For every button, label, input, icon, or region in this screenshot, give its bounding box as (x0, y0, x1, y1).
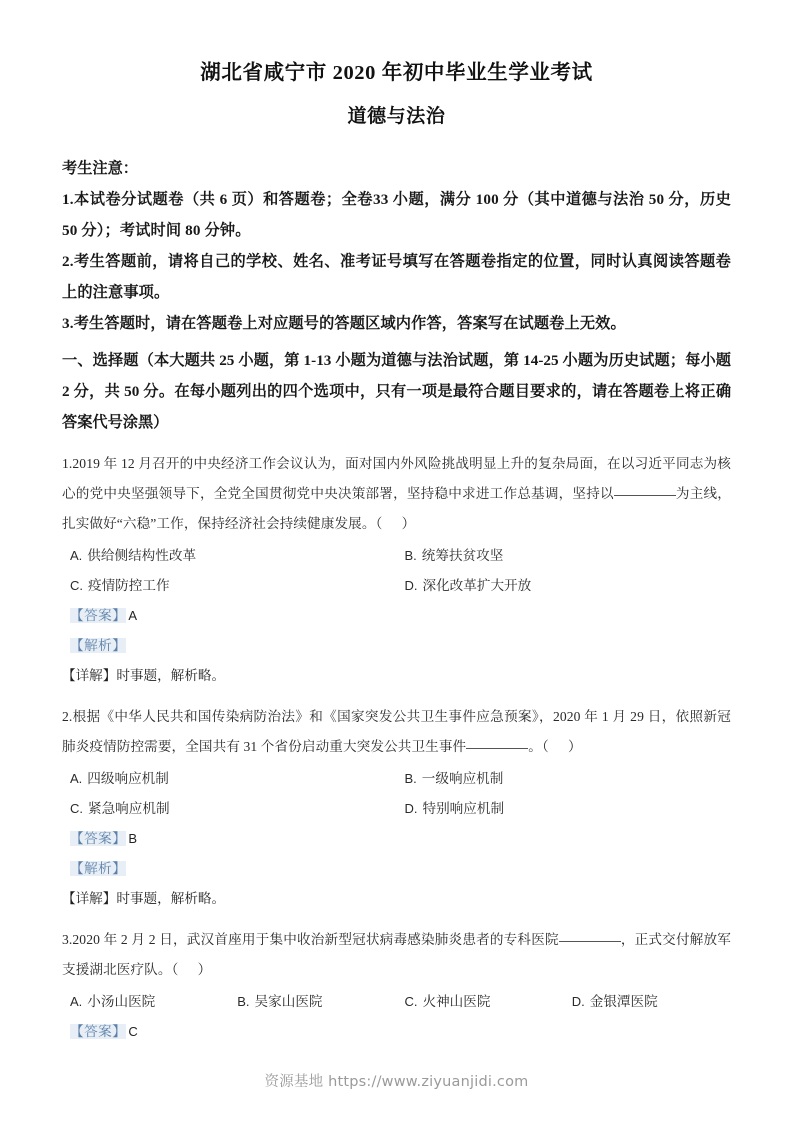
detail-row (62, 884, 731, 914)
notice-item-2: 2.考生答题前，请将自己的学校、姓名、准考证号填写在答题卷指定的位置，同时认真阅读答题卷上的注意事项。 (62, 253, 731, 302)
option-c[interactable] (62, 794, 397, 824)
page-title: 湖北省咸宁市 2020 年初中毕业生学业考试 (200, 62, 593, 84)
option-d-label: 特别响应机制 (422, 801, 505, 817)
question-stem-part-3: ） (568, 739, 582, 755)
options-group (62, 764, 731, 824)
answer-tag: 【答案】 (70, 831, 127, 847)
options-group (62, 987, 731, 1017)
option-b-label: 统筹扶贫攻坚 (421, 548, 504, 564)
page-subtitle: 道德与法治 (347, 105, 446, 127)
notices-heading: 考生注意： (62, 160, 138, 178)
notice-item-1: 1.本试卷分试题卷（共 6 页）和答题卷；全卷33 小题，满分 100 分（其中道德与法治 50 分，历史 50 分）；考试时间 80 分钟。 (62, 191, 731, 240)
analysis-tag: 【解析】 (70, 861, 127, 877)
option-b-mark: B. (404, 548, 417, 564)
option-b-mark: B. (404, 771, 417, 787)
analysis-row (62, 854, 731, 884)
option-d[interactable] (397, 571, 732, 601)
question-stem-part-3: ） (401, 516, 416, 532)
answer-tag: 【答案】 (70, 608, 127, 624)
option-d-label: 金银潭医院 (589, 994, 658, 1010)
option-b[interactable] (397, 541, 732, 571)
section-heading: 一、选择题（本大题共 25 小题，第 1-13 小题为道德与法治试题，第 14-25 小题为历史试题；每小题 2 分，共 50 分。在每小题列出的四个选项中，只有一项是最符合题目要求的，请在答题卷上将正确答案代号涂黑） (62, 352, 731, 432)
answer-value: B (128, 831, 138, 847)
option-a[interactable] (62, 987, 229, 1017)
question-stem (62, 925, 731, 985)
question-stem-part-2: ，正式交付解放军支援湖北医疗队。（ (62, 932, 731, 978)
question-block (62, 702, 731, 914)
options-group (62, 541, 731, 601)
footer-watermark: 资源基地 https://www.ziyuanjidi.com (264, 1074, 529, 1090)
option-c[interactable] (397, 987, 564, 1017)
question-stem-part-2: 。（ (528, 739, 549, 755)
detail-tag: 【详解】 (62, 668, 117, 684)
question-block (62, 925, 731, 1047)
option-row (62, 541, 731, 571)
question-stem (62, 702, 731, 762)
fill-blank (614, 495, 676, 496)
option-a[interactable] (62, 764, 397, 794)
question-stem-part-1: 1.2019 年 12 月召开的中央经济工作会议认为，面对国内外风险挑战明显上升的复杂局面，在以习近平同志为核心的党中央坚强领导下，全党全国贯彻党中央决策部署，坚持稳中求进工作总基调，坚持以 (62, 456, 731, 502)
question-stem-part-2: 为主线，扎实做好“六稳”工作，保持经济社会持续健康发展。（ (62, 486, 731, 532)
option-b-label: 一级响应机制 (421, 771, 504, 787)
question-stem (62, 449, 731, 539)
answer-row (62, 601, 731, 631)
detail-text: 时事题，解析略。 (116, 668, 226, 684)
analysis-row (62, 631, 731, 661)
answer-tag: 【答案】 (70, 1024, 127, 1040)
option-row (62, 764, 731, 794)
option-a-mark: A. (70, 771, 83, 787)
answer-value: C (128, 1024, 138, 1040)
option-row (62, 987, 731, 1017)
option-d[interactable] (397, 794, 732, 824)
option-c[interactable] (62, 571, 397, 601)
option-c-label: 火神山医院 (422, 994, 491, 1010)
option-b-label: 吴家山医院 (254, 994, 323, 1010)
option-d-mark: D. (404, 801, 418, 817)
question-stem-part-3: ） (197, 962, 212, 978)
detail-tag: 【详解】 (62, 891, 117, 907)
option-a-mark: A. (70, 994, 83, 1010)
analysis-tag: 【解析】 (70, 638, 127, 654)
notice-item-3: 3.考生答题时，请在答题卷上对应题号的答题区域内作答，答案写在试题卷上无效。 (62, 315, 626, 333)
question-block (62, 449, 731, 691)
answer-value: A (128, 608, 138, 624)
option-c-label: 紧急响应机制 (88, 801, 170, 817)
option-c-mark: C. (70, 801, 83, 817)
option-b[interactable] (229, 987, 396, 1017)
option-a[interactable] (62, 541, 397, 571)
question-stem-part-1: 3.2020 年 2 月 2 日，武汉首座用于集中收治新型冠状病毒感染肺炎患者的专科医院 (62, 932, 559, 948)
option-c-mark: C. (70, 578, 83, 594)
option-a-mark: A. (70, 548, 83, 564)
option-c-label: 疫情防控工作 (88, 578, 170, 594)
option-d[interactable] (564, 987, 731, 1017)
notices-section (62, 153, 731, 339)
fill-blank (559, 941, 621, 942)
option-d-label: 深化改革扩大开放 (422, 578, 532, 594)
title-block (62, 0, 731, 131)
question-stem-part-1: 2.根据《中华人民共和国传染病防治法》和《国家突发公共卫生事件应急预案》，2020 年 1 月 29 日，依照新冠肺炎疫情防控需要，全国共有 31 个省份启动重大突发公共卫生事件 (62, 709, 731, 755)
option-a-label: 小汤山医院 (87, 994, 156, 1010)
option-d-mark: D. (571, 994, 585, 1010)
option-a-label: 四级响应机制 (87, 771, 169, 787)
option-b[interactable] (397, 764, 732, 794)
option-d-mark: D. (404, 578, 418, 594)
fill-blank (466, 748, 528, 749)
option-row (62, 794, 731, 824)
detail-row (62, 661, 731, 691)
option-c-mark: C. (404, 994, 418, 1010)
option-row (62, 571, 731, 601)
option-b-mark: B. (237, 994, 250, 1010)
detail-text: 时事题，解析略。 (116, 891, 226, 907)
option-a-label: 供给侧结构性改革 (87, 548, 197, 564)
answer-row (62, 1017, 731, 1047)
answer-row (62, 824, 731, 854)
